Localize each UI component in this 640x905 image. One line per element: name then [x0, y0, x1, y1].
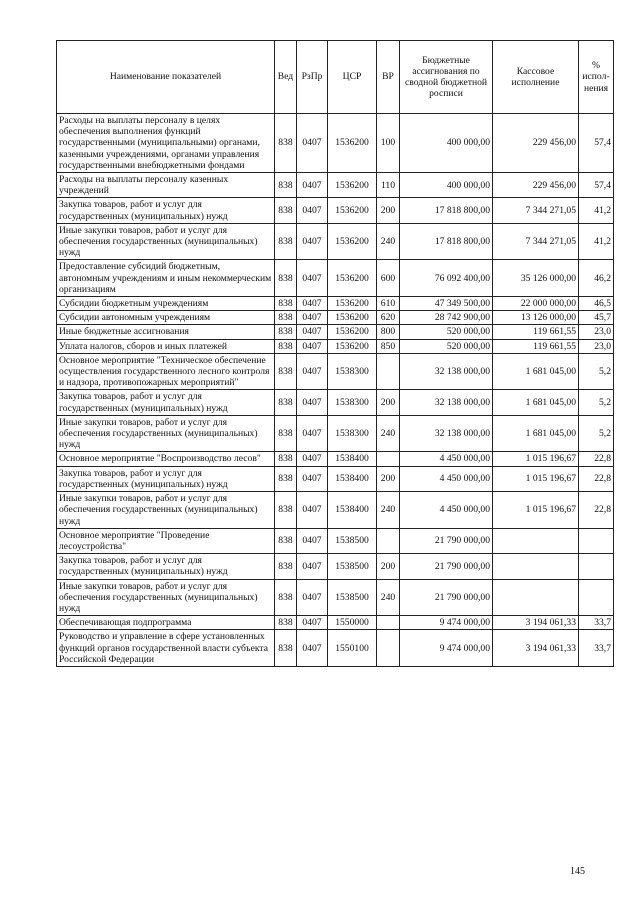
cell-pct: 46,5 [579, 297, 614, 311]
cell-vr: 620 [377, 311, 400, 325]
cell-name: Основное мероприятие "Проведение лесоустройства" [57, 528, 275, 553]
cell-cash: 7 344 271,05 [493, 198, 579, 223]
table-row [57, 339, 614, 353]
cell-cash: 1 681 045,00 [493, 353, 579, 390]
cell-vr: 200 [377, 198, 400, 223]
cell-budget: 76 092 400,00 [400, 260, 493, 297]
cell-pct [579, 554, 614, 579]
cell-rzpr: 0407 [297, 554, 328, 579]
cell-cash: 35 126 000,00 [493, 260, 579, 297]
cell-vr [377, 452, 400, 466]
header-vr: ВР [377, 41, 400, 114]
cell-ved: 838 [275, 415, 297, 452]
header-budget: Бюджетные ассигнования по сводной бюджетной росписи [400, 41, 493, 114]
cell-rzpr: 0407 [297, 114, 328, 173]
cell-budget: 9 474 000,00 [400, 630, 493, 667]
table-row [57, 114, 614, 173]
header-name: Наименование показателей [57, 41, 275, 114]
cell-budget: 4 450 000,00 [400, 466, 493, 491]
cell-pct: 45,7 [579, 311, 614, 325]
cell-name: Обеспечивающая подпрограмма [57, 616, 275, 630]
cell-pct: 41,2 [579, 198, 614, 223]
table-row [57, 554, 614, 579]
cell-budget: 400 000,00 [400, 114, 493, 173]
cell-cash [493, 554, 579, 579]
cell-rzpr: 0407 [297, 198, 328, 223]
cell-cash: 229 456,00 [493, 114, 579, 173]
cell-ved: 838 [275, 198, 297, 223]
cell-name: Расходы на выплаты персоналу казенных учреждений [57, 173, 275, 198]
cell-cash: 119 661,55 [493, 325, 579, 339]
cell-cash [493, 528, 579, 553]
cell-name: Иные закупки товаров, работ и услуг для обеспечения государственных (муниципальных) нужд [57, 415, 275, 452]
cell-vr: 240 [377, 579, 400, 616]
cell-rzpr: 0407 [297, 579, 328, 616]
cell-csr: 1550100 [328, 630, 377, 667]
table-row [57, 353, 614, 390]
cell-pct: 5,2 [579, 353, 614, 390]
header-pct: % испол-нения [579, 41, 614, 114]
cell-csr: 1536200 [328, 325, 377, 339]
header-cash: Кассовое исполнение [493, 41, 579, 114]
cell-ved: 838 [275, 325, 297, 339]
cell-name: Закупка товаров, работ и услуг для государственных (муниципальных) нужд [57, 466, 275, 491]
cell-rzpr: 0407 [297, 466, 328, 491]
cell-rzpr: 0407 [297, 223, 328, 260]
cell-name: Закупка товаров, работ и услуг для государственных (муниципальных) нужд [57, 390, 275, 415]
cell-cash: 1 681 045,00 [493, 415, 579, 452]
cell-ved: 838 [275, 492, 297, 529]
cell-rzpr: 0407 [297, 452, 328, 466]
cell-cash [493, 579, 579, 616]
cell-cash: 13 126 000,00 [493, 311, 579, 325]
cell-csr: 1538500 [328, 528, 377, 553]
cell-rzpr: 0407 [297, 173, 328, 198]
cell-csr: 1550000 [328, 616, 377, 630]
cell-cash: 1 015 196,67 [493, 492, 579, 529]
header-csr: ЦСР [328, 41, 377, 114]
table-row [57, 260, 614, 297]
cell-ved: 838 [275, 173, 297, 198]
cell-name: Предоставление субсидий бюджетным, автономным учреждениям и иным некоммерческим организациям [57, 260, 275, 297]
cell-vr: 240 [377, 415, 400, 452]
cell-vr [377, 630, 400, 667]
table-row [57, 325, 614, 339]
cell-vr [377, 353, 400, 390]
cell-vr: 200 [377, 390, 400, 415]
cell-csr: 1538400 [328, 466, 377, 491]
cell-budget: 4 450 000,00 [400, 492, 493, 529]
cell-cash: 3 194 061,33 [493, 616, 579, 630]
cell-vr: 600 [377, 260, 400, 297]
cell-csr: 1536200 [328, 260, 377, 297]
cell-budget: 21 790 000,00 [400, 528, 493, 553]
cell-cash: 119 661,55 [493, 339, 579, 353]
cell-pct: 22,8 [579, 452, 614, 466]
table-row [57, 616, 614, 630]
cell-cash: 22 000 000,00 [493, 297, 579, 311]
cell-ved: 838 [275, 616, 297, 630]
cell-csr: 1536200 [328, 173, 377, 198]
cell-pct: 46,2 [579, 260, 614, 297]
cell-csr: 1538300 [328, 390, 377, 415]
cell-rzpr: 0407 [297, 260, 328, 297]
cell-cash: 3 194 061,33 [493, 630, 579, 667]
table-row [57, 223, 614, 260]
cell-csr: 1536200 [328, 114, 377, 173]
cell-csr: 1536200 [328, 223, 377, 260]
table-row [57, 198, 614, 223]
cell-csr: 1536200 [328, 339, 377, 353]
cell-ved: 838 [275, 554, 297, 579]
cell-budget: 47 349 500,00 [400, 297, 493, 311]
cell-cash: 229 456,00 [493, 173, 579, 198]
cell-pct: 22,8 [579, 466, 614, 491]
cell-csr: 1536200 [328, 311, 377, 325]
cell-csr: 1538300 [328, 415, 377, 452]
cell-csr: 1538400 [328, 492, 377, 529]
cell-vr: 200 [377, 554, 400, 579]
table-row [57, 311, 614, 325]
cell-csr: 1538300 [328, 353, 377, 390]
cell-vr: 800 [377, 325, 400, 339]
table-row [57, 466, 614, 491]
cell-pct: 5,2 [579, 415, 614, 452]
cell-vr: 610 [377, 297, 400, 311]
table-row [57, 579, 614, 616]
cell-budget: 400 000,00 [400, 173, 493, 198]
cell-csr: 1536200 [328, 297, 377, 311]
cell-name: Основное мероприятие "Техническое обеспечение осуществления государственного лесного контроля и надзора, противопожарных мероприятий" [57, 353, 275, 390]
header-ved: Вед [275, 41, 297, 114]
cell-ved: 838 [275, 339, 297, 353]
cell-rzpr: 0407 [297, 390, 328, 415]
cell-ved: 838 [275, 353, 297, 390]
table-row [57, 452, 614, 466]
header-rzpr: РзПр [297, 41, 328, 114]
table-row [57, 415, 614, 452]
cell-pct: 23,0 [579, 325, 614, 339]
cell-pct: 57,4 [579, 173, 614, 198]
cell-name: Иные бюджетные ассигнования [57, 325, 275, 339]
cell-ved: 838 [275, 579, 297, 616]
table-body [57, 114, 614, 667]
cell-csr: 1536200 [328, 198, 377, 223]
cell-csr: 1538500 [328, 579, 377, 616]
cell-budget: 32 138 000,00 [400, 353, 493, 390]
cell-rzpr: 0407 [297, 339, 328, 353]
cell-ved: 838 [275, 466, 297, 491]
cell-ved: 838 [275, 311, 297, 325]
cell-ved: 838 [275, 452, 297, 466]
cell-vr: 240 [377, 223, 400, 260]
cell-ved: 838 [275, 390, 297, 415]
cell-rzpr: 0407 [297, 297, 328, 311]
cell-name: Иные закупки товаров, работ и услуг для обеспечения государственных (муниципальных) нужд [57, 492, 275, 529]
table-row [57, 492, 614, 529]
cell-pct: 33,7 [579, 630, 614, 667]
cell-budget: 17 818 800,00 [400, 198, 493, 223]
cell-rzpr: 0407 [297, 325, 328, 339]
cell-name: Руководство и управление в сфере установленных функций органов государственной власти субъекта Российской Федерации [57, 630, 275, 667]
cell-budget: 520 000,00 [400, 339, 493, 353]
table-row [57, 297, 614, 311]
table-row [57, 390, 614, 415]
cell-vr: 200 [377, 466, 400, 491]
cell-cash: 1 681 045,00 [493, 390, 579, 415]
cell-pct: 23,0 [579, 339, 614, 353]
cell-vr: 240 [377, 492, 400, 529]
cell-budget: 32 138 000,00 [400, 415, 493, 452]
cell-vr: 110 [377, 173, 400, 198]
cell-budget: 520 000,00 [400, 325, 493, 339]
cell-name: Расходы на выплаты персоналу в целях обеспечения выполнения функций государственными (муниципальными) органами, казенными учреждениями, органами управления государственными внебюджетными фондами [57, 114, 275, 173]
cell-pct: 33,7 [579, 616, 614, 630]
cell-rzpr: 0407 [297, 616, 328, 630]
cell-name: Иные закупки товаров, работ и услуг для обеспечения государственных (муниципальных) нужд [57, 223, 275, 260]
cell-rzpr: 0407 [297, 630, 328, 667]
cell-rzpr: 0407 [297, 353, 328, 390]
cell-ved: 838 [275, 630, 297, 667]
cell-cash: 7 344 271,05 [493, 223, 579, 260]
cell-ved: 838 [275, 260, 297, 297]
cell-budget: 17 818 800,00 [400, 223, 493, 260]
cell-budget: 21 790 000,00 [400, 554, 493, 579]
cell-budget: 4 450 000,00 [400, 452, 493, 466]
cell-name: Закупка товаров, работ и услуг для государственных (муниципальных) нужд [57, 554, 275, 579]
cell-budget: 21 790 000,00 [400, 579, 493, 616]
cell-budget: 28 742 900,00 [400, 311, 493, 325]
table-header-row [57, 41, 614, 114]
cell-rzpr: 0407 [297, 415, 328, 452]
cell-csr: 1538400 [328, 452, 377, 466]
cell-rzpr: 0407 [297, 528, 328, 553]
cell-name: Уплата налогов, сборов и иных платежей [57, 339, 275, 353]
cell-vr: 100 [377, 114, 400, 173]
cell-ved: 838 [275, 297, 297, 311]
table-row [57, 630, 614, 667]
table-row [57, 173, 614, 198]
cell-vr [377, 616, 400, 630]
table-row [57, 528, 614, 553]
cell-budget: 32 138 000,00 [400, 390, 493, 415]
cell-cash: 1 015 196,67 [493, 466, 579, 491]
cell-pct: 41,2 [579, 223, 614, 260]
cell-ved: 838 [275, 528, 297, 553]
cell-vr [377, 528, 400, 553]
cell-ved: 838 [275, 114, 297, 173]
cell-name: Иные закупки товаров, работ и услуг для обеспечения государственных (муниципальных) нужд [57, 579, 275, 616]
cell-vr: 850 [377, 339, 400, 353]
cell-name: Субсидии автономным учреждениям [57, 311, 275, 325]
cell-name: Закупка товаров, работ и услуг для государственных (муниципальных) нужд [57, 198, 275, 223]
cell-name: Основное мероприятие "Воспроизводство лесов" [57, 452, 275, 466]
cell-rzpr: 0407 [297, 311, 328, 325]
budget-execution-table [56, 40, 614, 667]
page-number: 145 [570, 866, 585, 877]
cell-pct: 22,8 [579, 492, 614, 529]
cell-rzpr: 0407 [297, 492, 328, 529]
cell-csr: 1538500 [328, 554, 377, 579]
cell-cash: 1 015 196,67 [493, 452, 579, 466]
cell-pct: 5,2 [579, 390, 614, 415]
cell-pct [579, 528, 614, 553]
cell-pct: 57,4 [579, 114, 614, 173]
cell-pct [579, 579, 614, 616]
cell-ved: 838 [275, 223, 297, 260]
cell-name: Субсидии бюджетным учреждениям [57, 297, 275, 311]
cell-budget: 9 474 000,00 [400, 616, 493, 630]
